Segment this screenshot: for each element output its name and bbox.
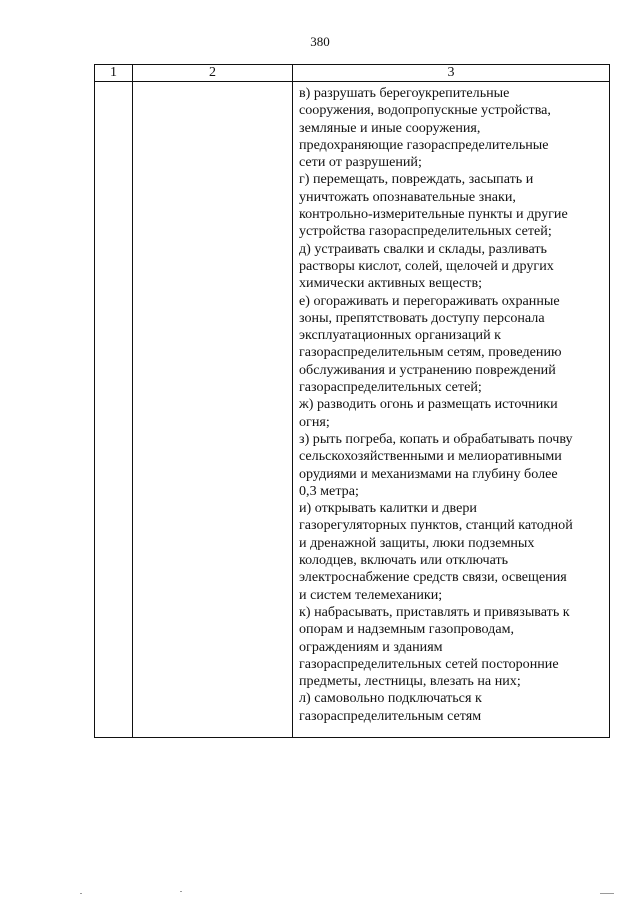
table-header-row	[95, 65, 610, 82]
scan-artifact	[80, 893, 82, 894]
document-table	[94, 64, 610, 738]
cell-text-col1	[95, 82, 132, 85]
table-cell-col2	[133, 82, 293, 738]
table-cell-col3	[293, 82, 610, 738]
scan-artifact	[180, 891, 182, 892]
column-header-1: 1	[95, 65, 133, 82]
cell-text-col2	[133, 82, 292, 85]
table-cell-col1	[95, 82, 133, 738]
column-header-3: 3	[293, 65, 610, 82]
scan-artifact	[600, 893, 614, 894]
column-header-2: 2	[133, 65, 293, 82]
table-row	[95, 82, 610, 738]
page-number: 380	[310, 34, 330, 49]
prohibitions-list-text: в) разрушать берегоукрепительные сооружения, водопропускные устройства, земляные и иные сооружения, предохраняющие газораспределительные сети от разрушений; г) перемещать, повреждать, засыпать и уничтожать опознавательные знаки, контрольно-измерительные пункты и другие устройства газораспределительных сетей; д) устраивать свалки и склады, разливать растворы кислот, солей, щелочей и других химически активных веществ; е) огораживать и перегораживать охранные зоны, препятствовать доступу персонала эксплуатационных организаций к газораспределительным сетям, проведению обслуживания и устранению повреждений газораспределительных сетей; ж) разводить огонь и размещать источники огня; з) рыть погреба, копать и обрабатывать почву сельскохозяйственными и мелиоративными орудиями и механизмами на глубину более 0,3 метра; и) открывать калитки и двери газорегуляторных пунктов, станций катодной и дренажной защиты, люки подземных колодцев, включать или отключать электроснабжение средств связи, освещения и систем телемеханики; к) набрасывать, приставлять и привязывать к опорам и надземным газопроводам, ограждениям и зданиям газораспределительных сетей посторонние предметы, лестницы, влезать на них; л) самовольно подключаться к газораспределительным сетям	[299, 85, 573, 724]
